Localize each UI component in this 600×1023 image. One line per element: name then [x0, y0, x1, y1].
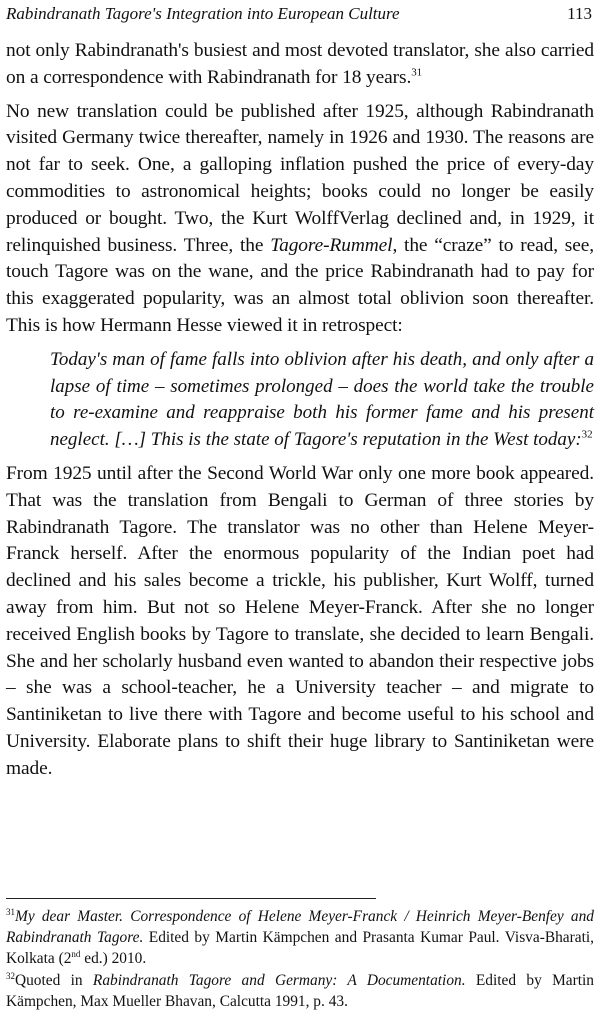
footnotes — [6, 906, 594, 1012]
footnote-ref-32[interactable]: 32 — [581, 428, 593, 441]
footnote-31-text: Edited by Martin Kämpchen and Prasanta Kumar Paul. Visva-Bharati, Kolkata (2 — [6, 929, 594, 967]
footnote-32-marker: 32 — [6, 970, 15, 981]
footnote-31-tail: ed.) 2010. — [80, 950, 147, 967]
block-quote-text: Today's man of fame falls into oblivion after his death, and only after a lapse of time – sometimes prolonged – does the world take the trouble to re-examine and reappraise both his former fame and his present neglect. […] This is the state of Tagore's reputation in the West today: — [50, 348, 594, 451]
paragraph-2-italic-term: Tagore-Rummel — [270, 234, 393, 256]
paragraph-2-text-a: No new translation could be published after 1925, although Rabindranath visited Germany twice thereafter, namely in 1926 and 1930. The reasons are not far to seek. One, a galloping inflation pushed the price of every-day commodities to astronomical heights; books could no longer be easily produced or bought. Two, the Kurt WolffVerlag declined and, in 1929, it relinquished business. Three, the — [6, 100, 594, 256]
running-title: Rabindranath Tagore's Integration into European Culture — [6, 4, 400, 23]
footnote-ref-31[interactable]: 31 — [411, 66, 423, 79]
paragraph-3: From 1925 until after the Second World War only one more book appeared. That was the translation from Bengali to German of three stories by Rabindranath Tagore. The translator was no other than Helene Meyer-Franck herself. After the enormous popularity of the Indian poet had declined and his sales become a trickle, his publisher, Kurt Wolff, turned away from him. But not so Helene Meyer-Franck. After she no longer received English books by Tagore to translate, she decided to learn Bengali. She and her scholarly husband even wanted to abandon their respective jobs – she was a school-teacher, he a University teacher – and migrate to Santiniketan to live there with Tagore and become useful to his school and University. Elaborate plans to shift their huge library to Santiniketan were made. — [6, 462, 594, 779]
footnote-31 — [6, 906, 594, 969]
footnote-31-ordinal: nd — [71, 948, 81, 959]
block-quote — [6, 347, 594, 454]
footnote-31-marker: 31 — [6, 906, 15, 917]
running-header — [6, 4, 592, 30]
footnote-31-title: My dear Master. Correspondence of Helene Meyer-Franck / Heinrich Meyer-Benfey and Rabindranath Tagore. — [6, 908, 594, 946]
paragraph-2-text-b: , the “craze” to read, see, touch Tagore was on the wane, and the price Rabindranath had to pay for this exaggerated popularity, was an almost total oblivion soon thereafter. This is how Hermann Hesse viewed it in retrospect: — [6, 234, 594, 336]
page-number: 113 — [567, 4, 592, 23]
paragraph-1-text: not only Rabindranath's busiest and most devoted translator, she also carried on a correspondence with Rabindranath for 18 years. — [6, 40, 594, 88]
main-text — [6, 38, 594, 790]
footnote-32-lead: Quoted in — [15, 972, 93, 989]
footnote-32-text: Edited by Martin Kämpchen, Max Mueller Bhavan, Calcutta 1991, p. 43. — [6, 972, 594, 1010]
footnote-32 — [6, 970, 594, 1012]
paragraph-2 — [6, 99, 594, 340]
footnote-32-title: Rabindranath Tagore and Germany: A Documentation. — [92, 972, 466, 989]
paragraph-1 — [6, 38, 594, 92]
footnote-divider — [6, 898, 376, 899]
